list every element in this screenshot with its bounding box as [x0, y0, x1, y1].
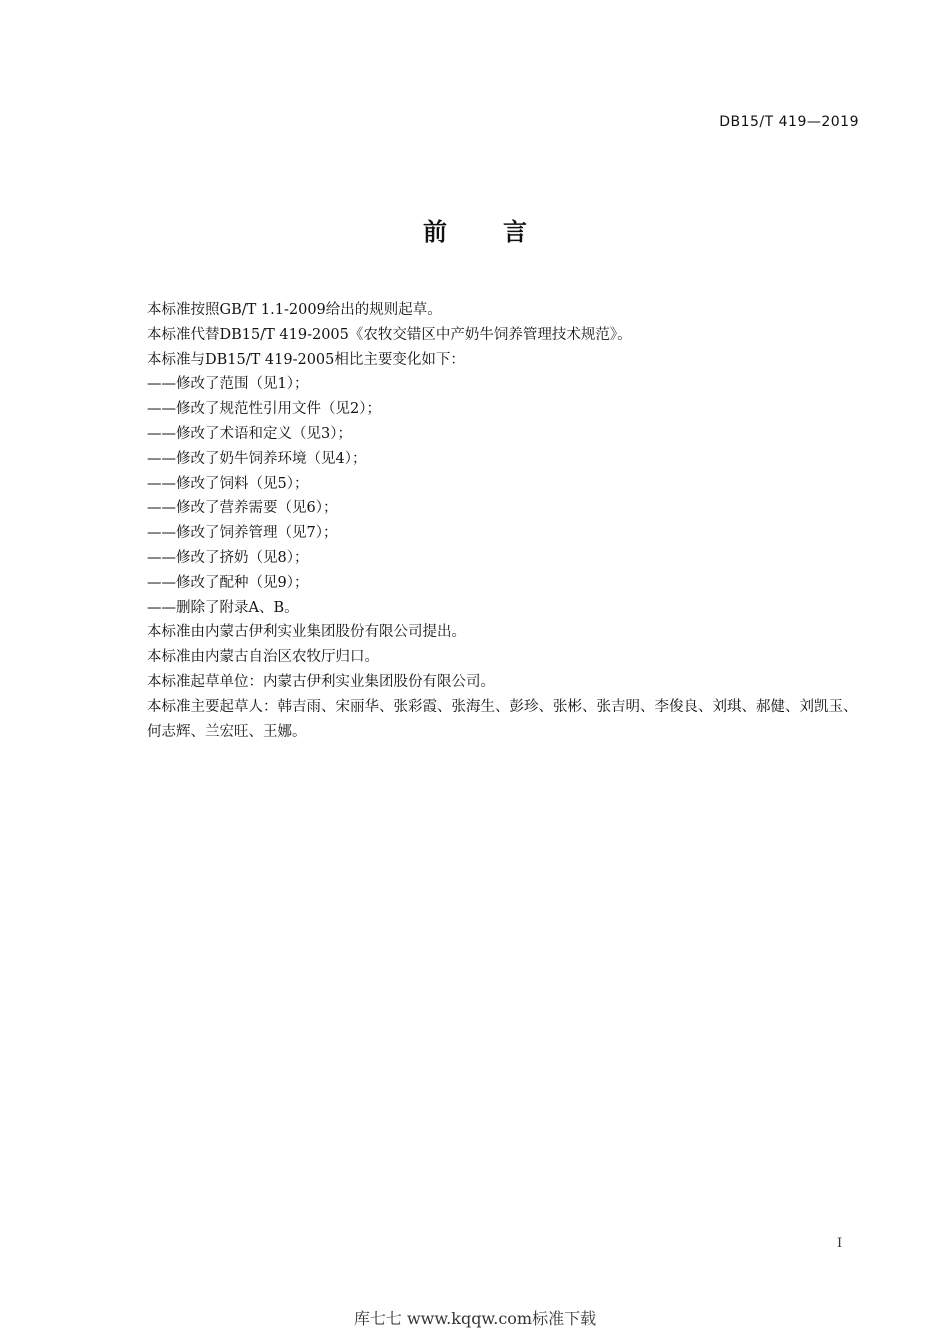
watermark-text: 库七七 www.kqqw.com标准下载: [353, 1309, 597, 1328]
change-item-annex-removed: ——删除了附录A、B。: [147, 599, 299, 616]
change-item-nutrition: ——修改了营养需要（见6）；: [147, 500, 338, 517]
paragraph-drafting-unit: 本标准起草单位：内蒙古伊利实业集团股份有限公司。: [147, 673, 495, 690]
change-item-terms: ——修改了术语和定义（见3）；: [147, 425, 352, 442]
paragraph-proposer: 本标准由内蒙古伊利实业集团股份有限公司提出。: [147, 624, 466, 641]
paragraph-drafting-rules: 本标准按照GB/T 1.1-2009给出的规则起草。: [147, 302, 442, 318]
change-item-normative-references: ——修改了规范性引用文件（见2）；: [147, 401, 381, 418]
title-char-1: 前: [423, 218, 447, 246]
paragraph-administrator: 本标准由内蒙古自治区农牧厅归口。: [147, 649, 379, 666]
paragraph-changes-intro: 本标准与DB15/T 419-2005相比主要变化如下：: [147, 351, 465, 368]
change-item-scope: ——修改了范围（见1）；: [147, 376, 309, 393]
paragraph-drafters: 本标准主要起草人：韩吉雨、宋丽华、张彩霞、张海生、彭珍、张彬、张吉明、李俊良、刘琪、郝健、刘凯玉、何志辉、兰宏旺、王娜。: [147, 698, 858, 740]
change-item-management: ——修改了饲养管理（见7）；: [147, 525, 338, 542]
page-number: I: [837, 1236, 843, 1251]
change-item-feed: ——修改了饲料（见5）；: [147, 475, 309, 492]
change-item-breeding: ——修改了配种（见9）；: [147, 574, 309, 591]
title-char-2: 言: [503, 218, 527, 246]
change-item-environment: ——修改了奶牛饲养环境（见4）；: [147, 450, 367, 467]
page-title: [0, 212, 950, 247]
paragraph-replaces: 本标准代替DB15/T 419-2005《农牧交错区中产奶牛饲养管理技术规范》。: [147, 326, 632, 343]
standard-code: DB15/T 419—2019: [719, 114, 859, 130]
change-item-milking: ——修改了挤奶（见8）；: [147, 549, 309, 566]
foreword-body: [147, 298, 860, 744]
